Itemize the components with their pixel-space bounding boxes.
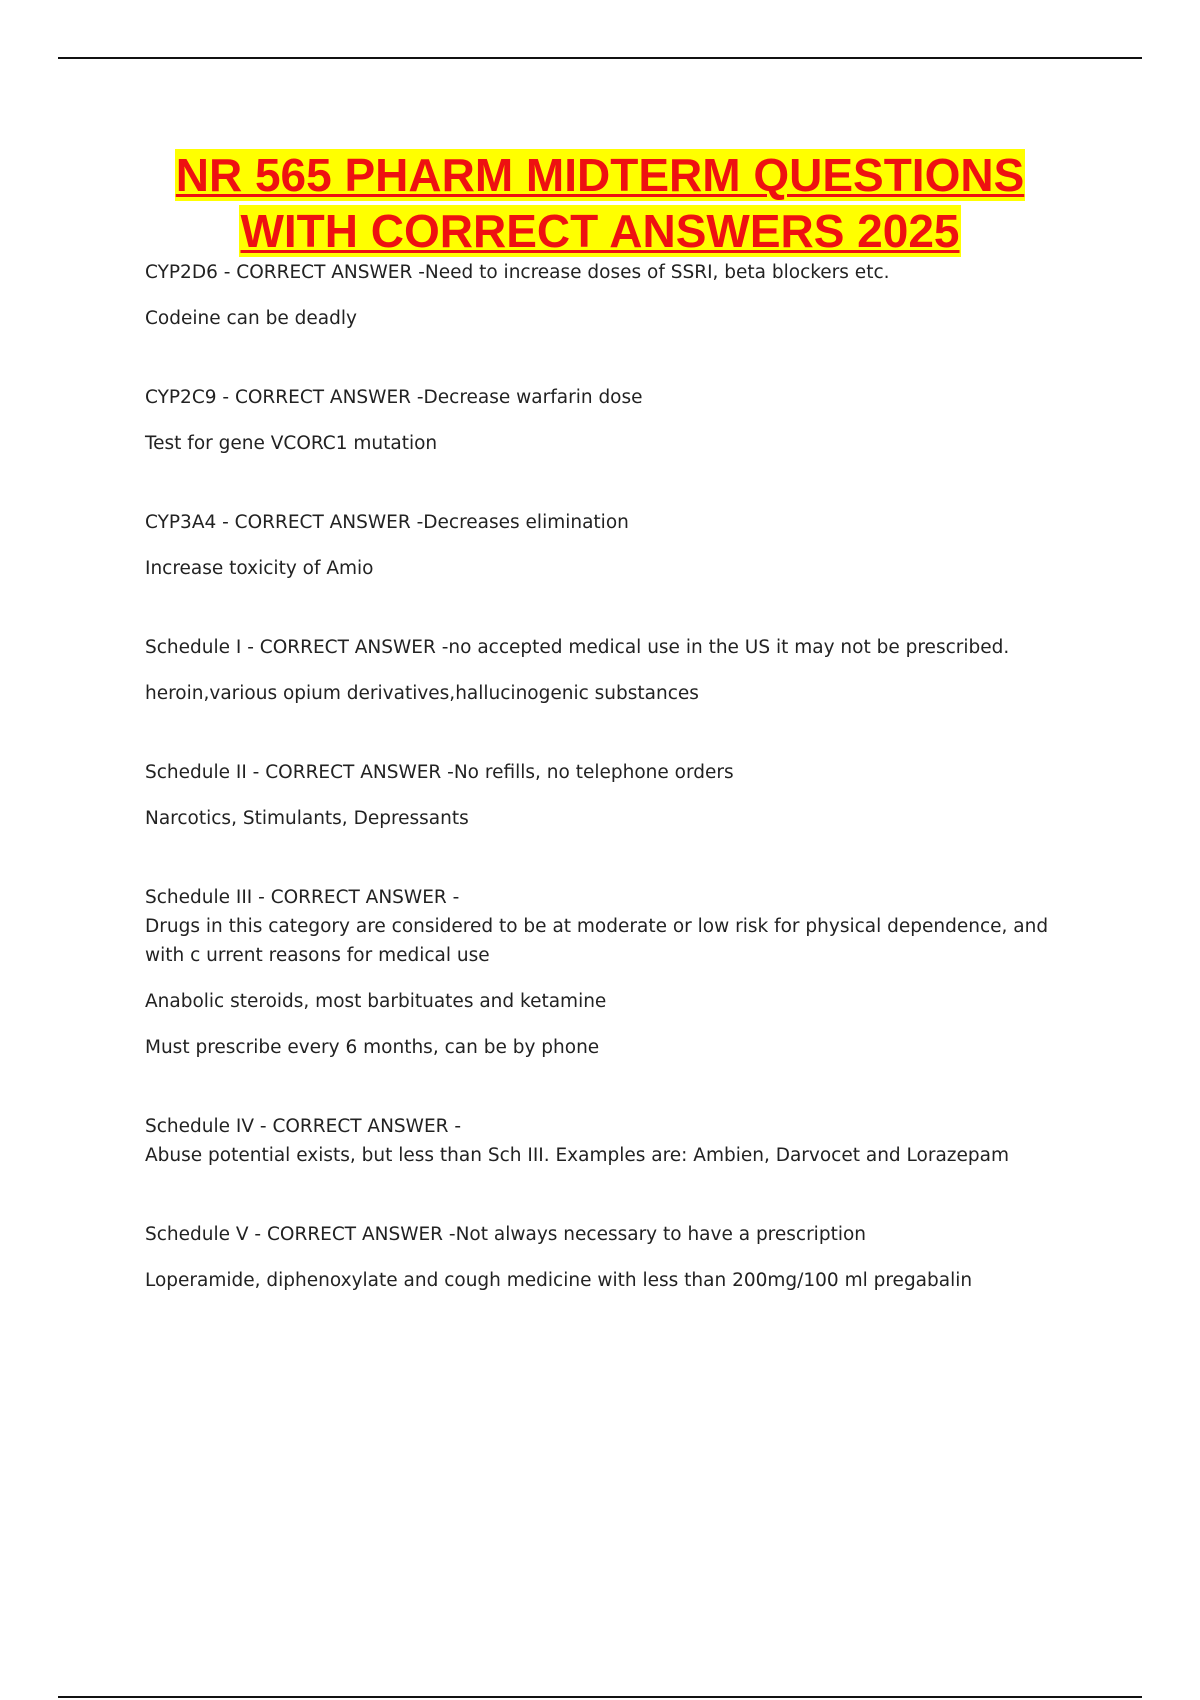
note-line: Narcotics, Stimulants, Depressants: [145, 808, 469, 829]
qa-entry: [145, 1220, 1085, 1295]
note-line: Anabolic steroids, most barbituates and ketamine: [145, 991, 607, 1012]
note-line: Must prescribe every 6 months, can be by phone: [145, 1037, 600, 1058]
answer-text: Abuse potential exists, but less than Sch III. Examples are: Ambien, Darvocet and Lorazepam: [145, 1145, 1009, 1166]
qa-entry: [145, 633, 1085, 708]
question-text: Schedule I - CORRECT ANSWER -no accepted medical use in the US it may not be prescribed.: [145, 637, 1010, 658]
note-line: Increase toxicity of Amio: [145, 558, 374, 579]
qa-entries: [145, 258, 1085, 1295]
qa-entry: [145, 1112, 1085, 1170]
question-text: CYP3A4 - CORRECT ANSWER -Decreases elimination: [145, 512, 629, 533]
answer-text: Drugs in this category are considered to be at moderate or low risk for physical dependence, and with c urrent reasons for medical use: [145, 916, 1049, 966]
note-line: Codeine can be deadly: [145, 308, 357, 329]
note-line: Loperamide, diphenoxylate and cough medicine with less than 200mg/100 ml pregabalin: [145, 1270, 973, 1291]
question-text: CYP2D6 - CORRECT ANSWER -Need to increase doses of SSRI, beta blockers etc.: [145, 262, 890, 283]
title-line-1: NR 565 PHARM MIDTERM QUESTIONS: [175, 149, 1025, 201]
question-text: CYP2C9 - CORRECT ANSWER -Decrease warfarin dose: [145, 387, 643, 408]
question-text: Schedule V - CORRECT ANSWER -Not always necessary to have a prescription: [145, 1224, 867, 1245]
bottom-rule: [58, 1696, 1142, 1698]
qa-entry: [145, 383, 1085, 458]
qa-entry: [145, 758, 1085, 833]
document-title: [0, 147, 1200, 259]
question-text: Schedule II - CORRECT ANSWER -No refills, no telephone orders: [145, 762, 734, 783]
question-text: Schedule IV - CORRECT ANSWER -: [145, 1116, 462, 1137]
qa-entry: [145, 883, 1085, 1062]
question-text: Schedule III - CORRECT ANSWER -: [145, 887, 460, 908]
title-line-2: WITH CORRECT ANSWERS 2025: [240, 205, 960, 257]
qa-entry: [145, 508, 1085, 583]
note-line: Test for gene VCORC1 mutation: [145, 433, 438, 454]
note-line: heroin,various opium derivatives,hallucinogenic substances: [145, 683, 699, 704]
qa-entry: [145, 258, 1085, 333]
top-rule: [58, 57, 1142, 59]
